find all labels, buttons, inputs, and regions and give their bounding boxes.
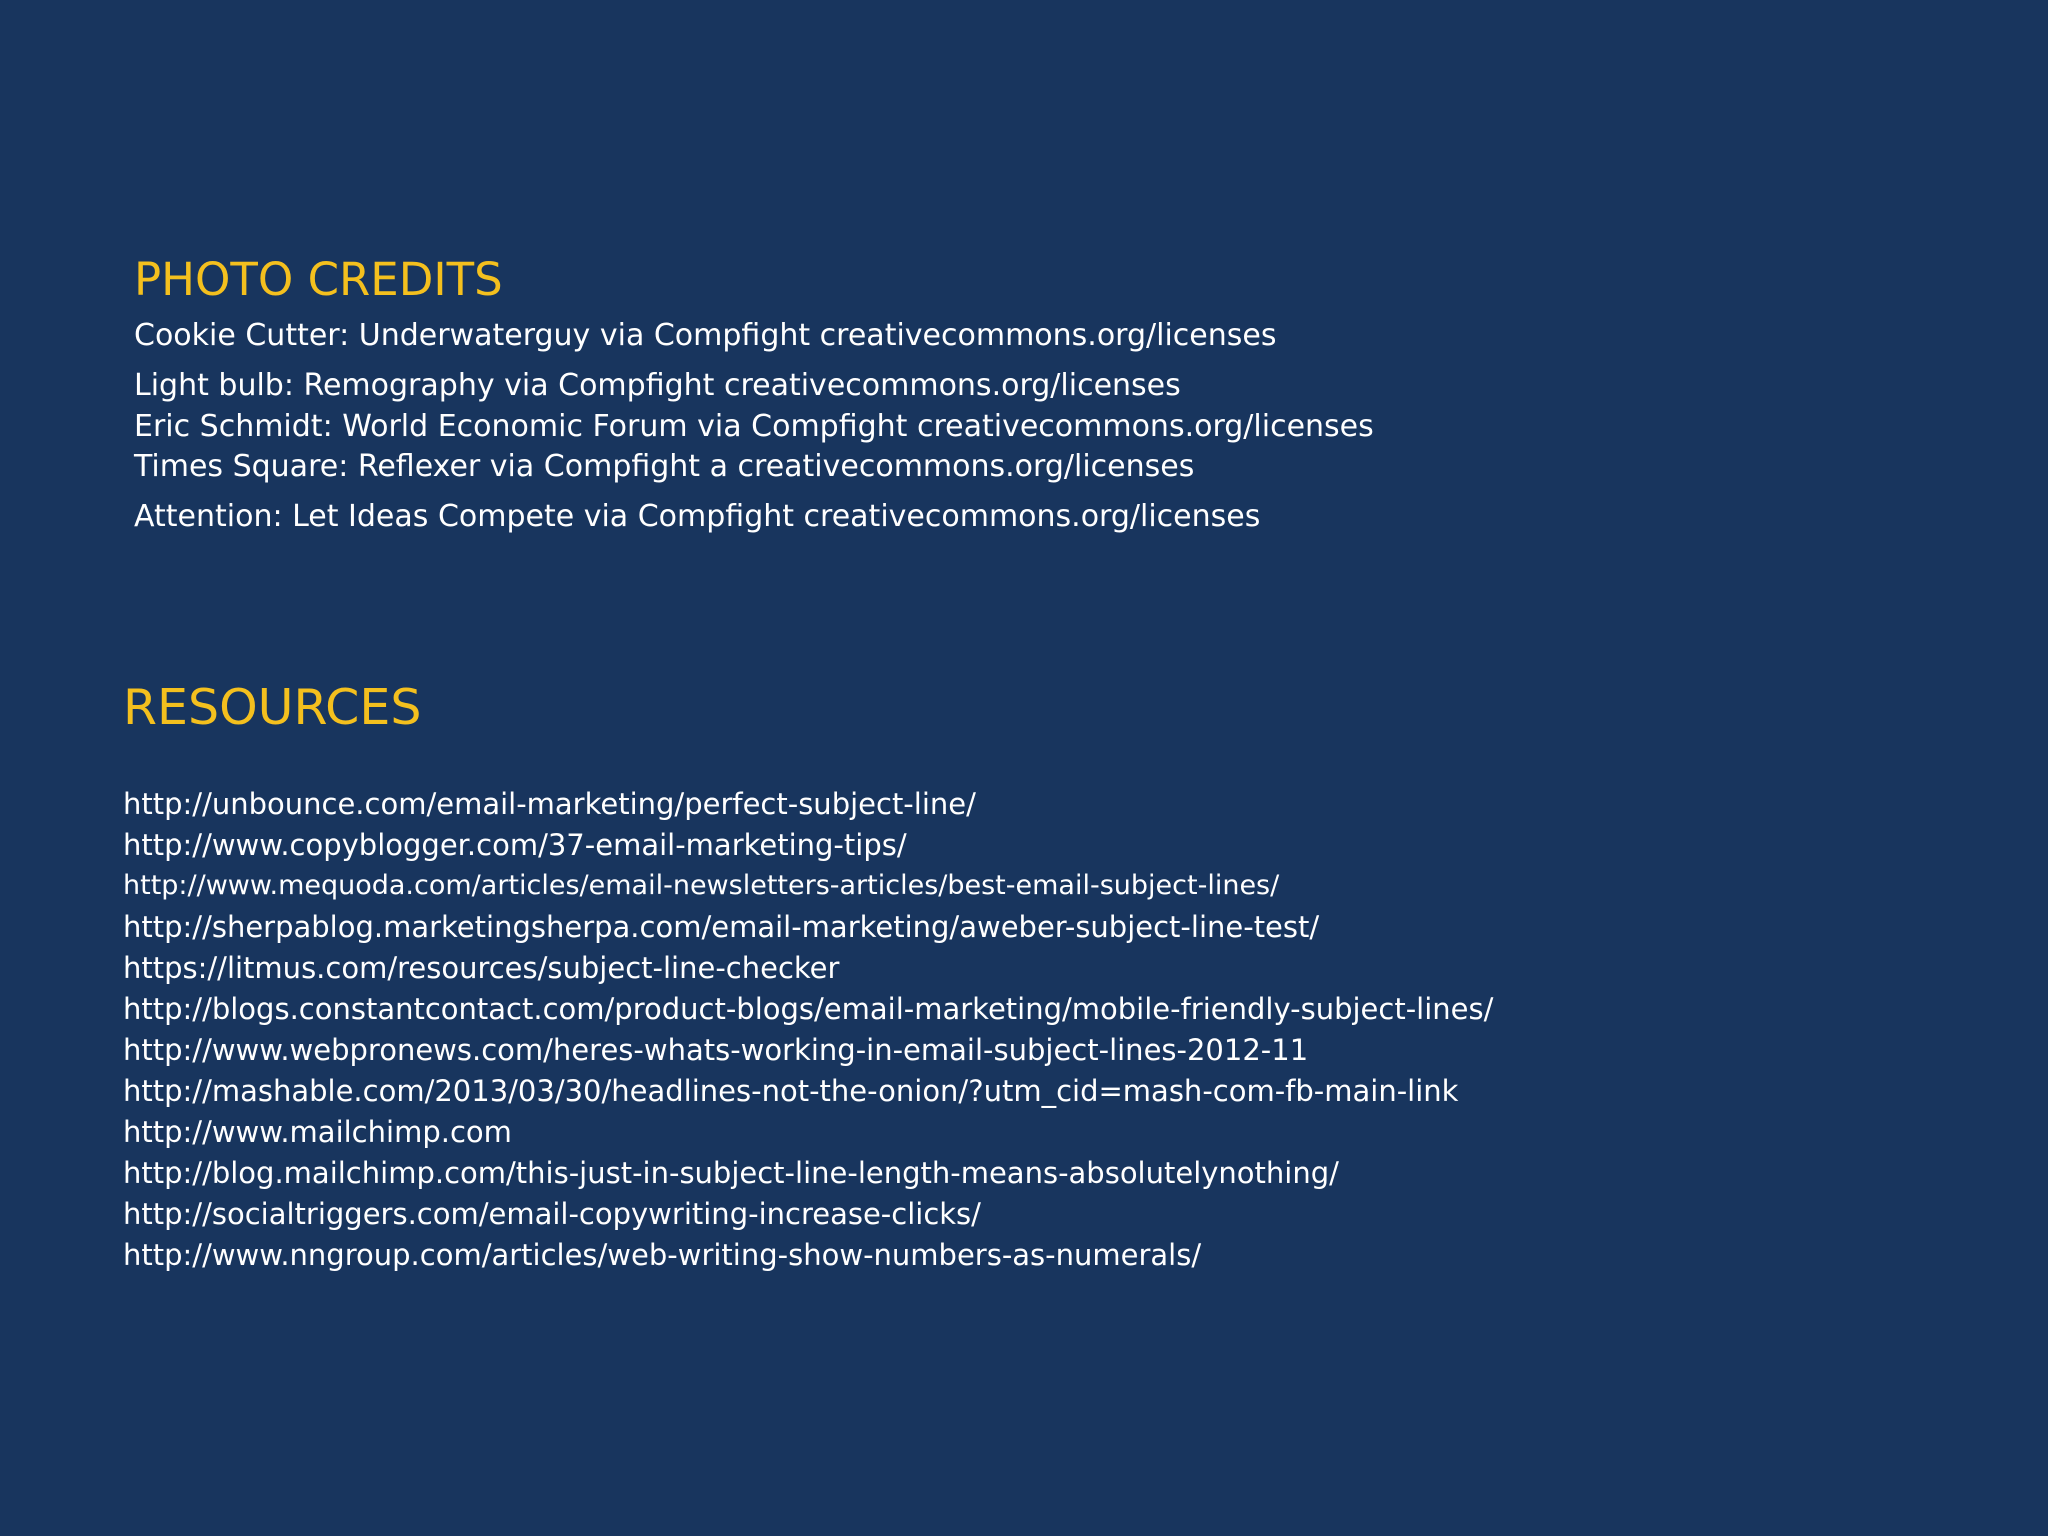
resource-link[interactable]: http://blog.mailchimp.com/this-just-in-subject-line-length-means-absolutelynothing/ [123, 1156, 1339, 1190]
resource-link[interactable]: http://www.nngroup.com/articles/web-writing-show-numbers-as-numerals/ [123, 1238, 1202, 1272]
photo-credit-item: Eric Schmidt: World Economic Forum via Compfight creativecommons.org/licenses [134, 409, 1374, 444]
resource-link[interactable]: http://www.mequoda.com/articles/email-newsletters-articles/best-email-subject-lines/ [123, 870, 1280, 901]
resource-link[interactable]: http://www.mailchimp.com [123, 1115, 512, 1149]
photo-credits-heading: PHOTO CREDITS [134, 253, 503, 306]
resources-heading: RESOURCES [123, 679, 422, 736]
resource-link[interactable]: http://blogs.constantcontact.com/product-blogs/email-marketing/mobile-friendly-subject-lines/ [123, 992, 1494, 1026]
resource-link[interactable]: http://www.webpronews.com/heres-whats-working-in-email-subject-lines-2012-11 [123, 1033, 1309, 1067]
photo-credit-item: Light bulb: Remography via Compfight creativecommons.org/licenses [134, 368, 1181, 403]
photo-credit-item: Attention: Let Ideas Compete via Compfight creativecommons.org/licenses [134, 499, 1261, 534]
photo-credit-item: Times Square: Reflexer via Compfight a creativecommons.org/licenses [134, 449, 1195, 484]
resource-link[interactable]: http://unbounce.com/email-marketing/perfect-subject-line/ [123, 787, 976, 821]
resource-link[interactable]: https://litmus.com/resources/subject-line-checker [123, 951, 840, 985]
resource-link[interactable]: http://socialtriggers.com/email-copywriting-increase-clicks/ [123, 1197, 981, 1231]
photo-credit-item: Cookie Cutter: Underwaterguy via Compfight creativecommons.org/licenses [134, 318, 1277, 353]
resource-link[interactable]: http://sherpablog.marketingsherpa.com/email-marketing/aweber-subject-line-test/ [123, 910, 1320, 944]
resource-link[interactable]: http://mashable.com/2013/03/30/headlines-not-the-onion/?utm_cid=mash-com-fb-main-link [123, 1074, 1459, 1108]
resource-link[interactable]: http://www.copyblogger.com/37-email-marketing-tips/ [123, 828, 907, 862]
